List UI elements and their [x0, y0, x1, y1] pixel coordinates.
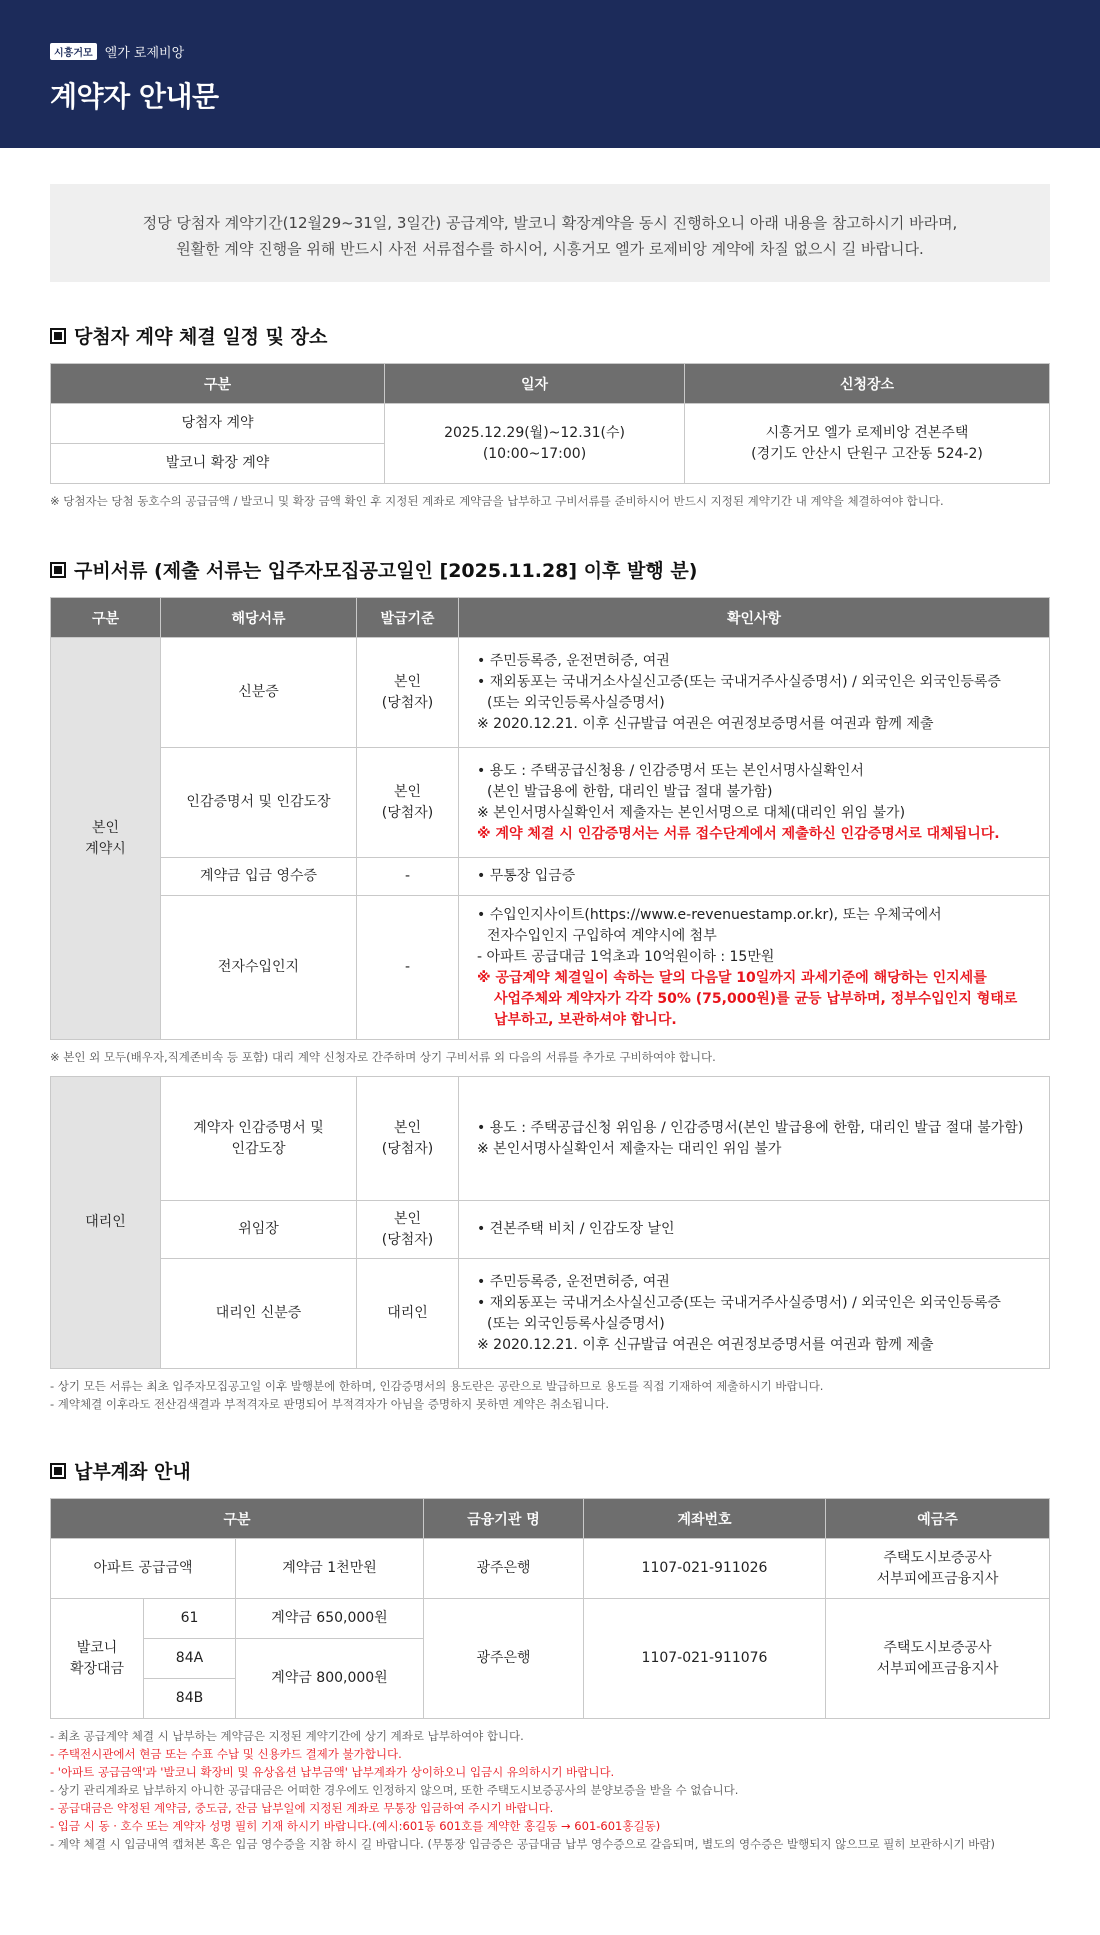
check-line: ※ 2020.12.21. 이후 신규발급 여권은 여권정보증명서를 여권과 함께 제출: [477, 1336, 934, 1353]
basis-line: (당첨자): [381, 804, 434, 821]
table-row: [51, 1599, 1050, 1639]
note-line: - 상기 모든 서류는 최초 입주자모집공고일 이후 발행분에 한하며, 인감증명서의 용도란은 공란으로 발급하므로 용도를 직접 기재하여 제출하시기 바랍니다.: [50, 1379, 824, 1393]
schedule-table: [50, 363, 1050, 484]
check-cell: [459, 1077, 1050, 1201]
table-row: [51, 1539, 1050, 1599]
basis-cell: [357, 638, 459, 748]
holder-line: 주택도시보증공사: [883, 1549, 992, 1566]
amount-cell: 계약금 800,000원: [236, 1639, 424, 1719]
check-line: (또는 외국인등록사실증명서): [487, 694, 665, 711]
schedule-place-address: (경기도 안산시 단원구 고잔동 524-2): [751, 445, 983, 462]
note-line: - 입금 시 동 · 호수 또는 계약자 성명 필히 기재 하시기 바랍니다.(예시:601동 601호를 계약한 홍길동 → 601-601홍길동): [50, 1819, 661, 1833]
basis-line: (당첨자): [381, 1140, 434, 1157]
check-line: 전자수입인지 구입하여 계약시에 첨부: [487, 927, 717, 944]
check-line: • 수입인지사이트(https://www.e-revenuestamp.or.kr), 또는 우체국에서: [477, 906, 942, 923]
note-line: - 계약 체결 시 입금내역 캡쳐본 혹은 입금 영수증을 지참 하시 길 바랍니다. (무통장 입금증은 공급대금 납부 영수증으로 갈음되며, 별도의 영수증은 발행되지 않으므로 필히 보관하시기 바람): [50, 1837, 995, 1851]
accounts-table: [50, 1498, 1050, 1719]
section-title-text: 구비서류 (제출 서류는 입주자모집공고일인 [2025.11.28] 이후 발행 분): [74, 560, 698, 582]
note-line: - '아파트 공급금액'과 '발코니 확장비 및 유상옵션 납부금액' 납부계좌가 상이하오니 입금시 유의하시기 바랍니다.: [50, 1765, 615, 1779]
brand-row: [50, 42, 1100, 61]
check-cell: [459, 638, 1050, 748]
check-line: - 아파트 공급대금 1억초과 10억원이하 : 15만원: [477, 948, 775, 965]
table-row: [51, 404, 1050, 444]
note-line: - 상기 관리계좌로 납부하지 아니한 공급대금은 어떠한 경우에도 인정하지 않으며, 또한 주택도시보증공사의 분양보증을 받을 수 없습니다.: [50, 1783, 739, 1797]
check-line: ※ 본인서명사실확인서 제출자는 본인서명으로 대체(대리인 위임 불가): [477, 804, 906, 821]
unit-type-cell: 84B: [144, 1679, 236, 1719]
check-line: ※ 본인서명사실확인서 제출자는 대리인 위임 불가: [477, 1140, 782, 1157]
basis-line: 본인: [393, 783, 422, 800]
bank-cell: 광주은행: [424, 1599, 584, 1719]
check-line: (또는 외국인등록사실증명서): [487, 1315, 665, 1332]
section-title-text: 당첨자 계약 체결 일정 및 장소: [74, 326, 328, 348]
doc-name-cell: 대리인 신분증: [161, 1259, 357, 1369]
doc-name-cell: 인감증명서 및 인감도장: [161, 748, 357, 858]
accounts-notes: [50, 1727, 1050, 1853]
schedule-date: 2025.12.29(월)~12.31(수): [444, 424, 625, 441]
square-bullet-icon: [50, 328, 66, 344]
doc-name-line: 인감도장: [231, 1140, 286, 1157]
basis-cell: -: [357, 896, 459, 1040]
check-line-warning: 납부하고, 보관하셔야 합니다.: [494, 1011, 677, 1028]
group-cell-self: [51, 638, 161, 1040]
holder-cell: [826, 1539, 1050, 1599]
square-bullet-icon: [50, 562, 66, 578]
doc-name-cell: 신분증: [161, 638, 357, 748]
column-header: 확인사항: [459, 598, 1050, 638]
basis-cell: [357, 1077, 459, 1201]
square-bullet-icon: [50, 1463, 66, 1479]
basis-line: (당첨자): [381, 694, 434, 711]
note-line: - 공급대금은 약정된 계약금, 중도금, 잔금 납부일에 지정된 계좌로 무통장 입금하여 주시기 바랍니다.: [50, 1801, 554, 1815]
unit-type-cell: 61: [144, 1599, 236, 1639]
holder-line: 서부피에프금융지사: [876, 1660, 999, 1677]
basis-line: 본인: [393, 1119, 422, 1136]
amount-cell: 계약금 650,000원: [236, 1599, 424, 1639]
check-cell: [459, 1201, 1050, 1259]
basis-cell: [357, 748, 459, 858]
basis-cell: [357, 1201, 459, 1259]
doc-name-cell: [161, 1077, 357, 1201]
column-header: 구분: [51, 1499, 424, 1539]
doc-name-cell: 전자수입인지: [161, 896, 357, 1040]
check-line: • 무통장 입금증: [477, 868, 576, 884]
schedule-type-cell: 당첨자 계약: [51, 404, 385, 444]
basis-line: (당첨자): [381, 1231, 434, 1248]
column-header: 구분: [51, 598, 161, 638]
brand-name: 엘가 로제비앙: [104, 46, 185, 61]
check-line-warning: ※ 계약 체결 시 인감증명서는 서류 접수단계에서 제출하신 인감증명서로 대체됩니다.: [477, 825, 1000, 842]
column-header: 예금주: [826, 1499, 1050, 1539]
basis-cell: 대리인: [357, 1259, 459, 1369]
column-header: 발급기준: [357, 598, 459, 638]
column-header: 일자: [385, 364, 685, 404]
proxy-intro-note: ※ 본인 외 모두(배우자,직계존비속 등 포함) 대리 계약 신청자로 간주하며 상기 구비서류 외 다음의 서류를 추가로 구비하여야 합니다.: [50, 1050, 716, 1064]
holder-cell: [826, 1599, 1050, 1719]
account-type-line: 발코니: [76, 1639, 118, 1656]
check-line: ※ 2020.12.21. 이후 신규발급 여권은 여권정보증명서를 여권과 함께 제출: [477, 715, 934, 732]
check-line: • 견본주택 비치 / 인감도장 날인: [477, 1221, 675, 1237]
table-row: [51, 1077, 1050, 1201]
intro-line-1: 정당 당첨자 계약기간(12월29~31일, 3일간) 공급계약, 발코니 확장계약을 동시 진행하오니 아래 내용을 참고하시기 바라며,: [142, 214, 958, 232]
basis-line: 본인: [393, 1210, 422, 1227]
bank-cell: 광주은행: [424, 1539, 584, 1599]
column-header: 구분: [51, 364, 385, 404]
account-number-cell: 1107-021-911076: [584, 1599, 826, 1719]
table-row: [51, 748, 1050, 858]
page-header: [0, 0, 1100, 148]
check-cell: [459, 1259, 1050, 1369]
table-header-row: [51, 598, 1050, 638]
schedule-time: (10:00~17:00): [482, 445, 587, 462]
documents-notes: [50, 1377, 1050, 1413]
check-line: • 재외동포는 국내거소사실신고증(또는 국내거주사실증명서) / 외국인은 외국인등록증: [477, 1294, 1001, 1311]
check-line: • 용도 : 주택공급신청용 / 인감증명서 또는 본인서명사실확인서: [477, 762, 864, 779]
check-cell: [459, 896, 1050, 1040]
note-line: - 계약체결 이후라도 전산검색결과 부적격자로 판명되어 부적격자가 아님을 증명하지 못하면 계약은 취소됩니다.: [50, 1397, 610, 1411]
doc-name-line: 계약자 인감증명서 및: [193, 1119, 324, 1136]
check-cell: [459, 858, 1050, 896]
intro-line-2: 원활한 계약 진행을 위해 반드시 사전 서류접수를 하시어, 시흥거모 엘가 로제비앙 계약에 차질 없으시 길 바랍니다.: [176, 240, 924, 258]
section-title-accounts: [50, 1457, 1050, 1484]
group-label-line: 본인: [91, 819, 120, 836]
check-line: • 주민등록증, 운전면허증, 여권: [477, 652, 670, 669]
amount-cell: 계약금 1천만원: [236, 1539, 424, 1599]
schedule-place-cell: [685, 404, 1050, 484]
check-line: • 주민등록증, 운전면허증, 여권: [477, 1273, 670, 1290]
schedule-place-name: 시흥거모 엘가 로제비앙 견본주택: [765, 424, 969, 441]
account-type-cell: [51, 1599, 144, 1719]
documents-proxy-table: [50, 1076, 1050, 1369]
table-row: [51, 1201, 1050, 1259]
section-title-text: 납부계좌 안내: [74, 1461, 191, 1483]
doc-name-cell: 계약금 입금 영수증: [161, 858, 357, 896]
check-line-warning: ※ 공급계약 체결일이 속하는 달의 다음달 10일까지 과세기준에 해당하는 인지세를: [477, 969, 987, 986]
group-label-line: 계약시: [85, 840, 126, 857]
basis-cell: -: [357, 858, 459, 896]
column-header: 계좌번호: [584, 1499, 826, 1539]
brand-badge: 시흥거모: [50, 43, 97, 60]
column-header: 금융기관 명: [424, 1499, 584, 1539]
table-header-row: [51, 364, 1050, 404]
schedule-date-cell: [385, 404, 685, 484]
holder-line: 서부피에프금융지사: [876, 1570, 999, 1587]
check-line: (본인 발급용에 한함, 대리인 발급 절대 불가함): [487, 783, 773, 800]
page-title: 계약자 안내문: [50, 80, 219, 113]
table-header-row: [51, 1499, 1050, 1539]
intro-box: [50, 184, 1050, 282]
account-type-line: 확장대금: [69, 1660, 125, 1677]
unit-type-cell: 84A: [144, 1639, 236, 1679]
column-header: 신청장소: [685, 364, 1050, 404]
table-row: [51, 638, 1050, 748]
check-line-warning: 사업주체와 계약자가 각각 50% (75,000원)를 균등 납부하며, 정부수입인지 형태로: [494, 990, 1018, 1007]
column-header: 해당서류: [161, 598, 357, 638]
schedule-note: ※ 당첨자는 당첨 동호수의 공급금액 / 발코니 및 확장 금액 확인 후 지정된 계좌로 계약금을 납부하고 구비서류를 준비하시어 반드시 지정된 계약기간 내 계약을 체결하여야 합니다.: [50, 494, 944, 508]
section-title-schedule: [50, 322, 1050, 349]
schedule-type-cell: 발코니 확장 계약: [51, 444, 385, 484]
account-number-cell: 1107-021-911026: [584, 1539, 826, 1599]
table-row: [51, 896, 1050, 1040]
doc-name-cell: 위임장: [161, 1201, 357, 1259]
basis-line: 본인: [393, 673, 422, 690]
documents-self-table: [50, 597, 1050, 1040]
holder-line: 주택도시보증공사: [883, 1639, 992, 1656]
check-cell: [459, 748, 1050, 858]
table-row: [51, 858, 1050, 896]
note-line: - 주택전시관에서 현금 또는 수표 수납 및 신용카드 결제가 불가합니다.: [50, 1747, 402, 1761]
note-line: - 최초 공급계약 체결 시 납부하는 계약금은 지정된 계약기간에 상기 계좌로 납부하여야 합니다.: [50, 1729, 524, 1743]
group-cell-proxy: 대리인: [51, 1077, 161, 1369]
main-content: [0, 148, 1100, 1853]
account-type-cell: 아파트 공급금액: [51, 1539, 236, 1599]
check-line: • 용도 : 주택공급신청 위임용 / 인감증명서(본인 발급용에 한함, 대리인 발급 절대 불가함): [477, 1119, 1024, 1136]
check-line: • 재외동포는 국내거소사실신고증(또는 국내거주사실증명서) / 외국인은 외국인등록증: [477, 673, 1001, 690]
table-row: [51, 1259, 1050, 1369]
section-title-documents: [50, 556, 1050, 583]
